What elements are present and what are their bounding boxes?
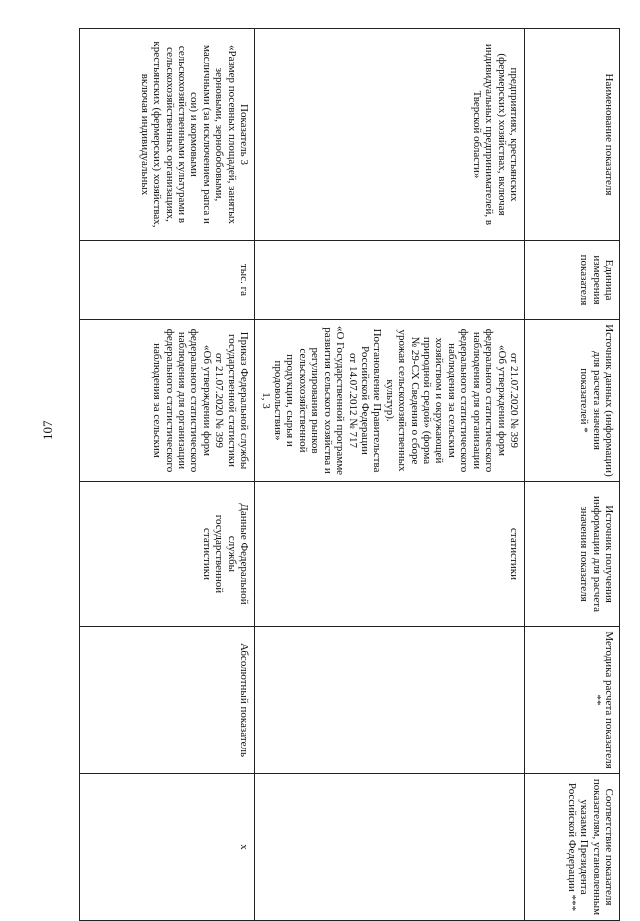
text-line: сельскохозяйственной <box>296 348 309 453</box>
text-line: Данные Федеральной <box>238 503 251 605</box>
text-line: регулирования рынков <box>309 347 322 454</box>
cell-info <box>80 482 255 627</box>
cell-conformity: х <box>80 774 255 921</box>
cell-method <box>255 627 525 774</box>
text-line: от 21.07.2020 № 399 <box>213 353 226 448</box>
text-line: культур). <box>383 379 396 422</box>
cell-lines <box>200 485 250 623</box>
text-line: наблюдения за сельским <box>151 343 164 458</box>
cell-name <box>80 29 255 241</box>
text-line: федерального статистического <box>163 328 176 473</box>
text-line: крестьянских (фермерских) хозяйствах, <box>151 41 164 228</box>
indicator-table-container <box>85 28 620 916</box>
cell-lines <box>470 32 520 237</box>
header-unit: Единица измерения показателя <box>525 241 620 320</box>
text-line: «О Государственной программе <box>334 325 347 476</box>
text-line: № 29-СХ Сведения о сборе <box>408 336 421 465</box>
text-line: сельскохозяйственных организациях, <box>163 47 176 222</box>
text-line: 1, 3 <box>259 392 272 409</box>
text-line: индивидуальных предпринимателей, в <box>483 43 496 226</box>
cell-unit: тыс. га <box>80 241 255 320</box>
text-line: наблюдения за сельским <box>445 343 458 458</box>
text-line: наблюдения для организации <box>470 331 483 470</box>
cell-lines <box>508 485 520 623</box>
cell-info <box>255 482 525 627</box>
cell-lines <box>138 32 250 237</box>
text-line: продовольствия» <box>271 360 284 441</box>
text-line: государственной <box>213 514 226 594</box>
text-line: сельскохозяйственными культурами в <box>176 45 189 224</box>
table-row <box>80 29 255 921</box>
text-line: службы <box>225 535 238 573</box>
text-line: федерального статистического <box>458 328 471 473</box>
text-line: федерального статистического <box>483 328 496 473</box>
text-line: предприятиях, крестьянских <box>508 67 520 202</box>
text-line: Показатель 3 <box>238 104 251 165</box>
text-line: от 21.07.2020 № 399 <box>508 353 520 448</box>
text-line: «Об утверждении форм <box>200 344 213 457</box>
text-line: от 14.07.2012 № 717 <box>346 353 359 448</box>
header-info: Источник получения информации для расчета значения показателя <box>525 482 620 627</box>
header-method: Методика расчета показателя ** <box>525 627 620 774</box>
text-line: (фермерских) хозяйствах, включая <box>495 53 508 216</box>
text-line: «Размер посевных площадей, занятых <box>225 44 238 225</box>
text-line: масличными (за исключением рапса и <box>200 45 213 224</box>
indicator-table <box>79 28 620 921</box>
header-conformity: Соответствие показателя показателям, установленным указами Президента Российской Федерации *** <box>525 774 620 921</box>
cell-lines <box>259 323 520 478</box>
header-name: Наименование показателя <box>525 29 620 241</box>
text-line: наблюдения для организации <box>176 331 189 470</box>
text-line: зерновыми, зернобобовыми, <box>213 67 226 202</box>
table-row <box>255 29 525 921</box>
text-line: федерального статистического <box>188 328 201 473</box>
text-line: Приказ Федеральной службы <box>238 331 251 470</box>
cell-lines <box>151 323 250 478</box>
table-header-row <box>525 29 620 921</box>
cell-method: Абсолютный показатель <box>80 627 255 774</box>
text-line: сои) и кормовыми <box>188 92 201 177</box>
header-source: Источник данных (информации) для расчета значения показателей * <box>525 320 620 482</box>
text-line: хозяйством и окружающей <box>433 337 446 464</box>
text-line: государственной статистики <box>225 333 238 468</box>
text-line: продукции, сырья и <box>284 354 297 447</box>
text-line: Постановление Правительства <box>371 328 384 473</box>
cell-source <box>255 320 525 482</box>
cell-unit <box>255 241 525 320</box>
text-line: развития сельского хозяйства и <box>321 327 334 474</box>
text-line: природной средой» (форма <box>421 336 434 465</box>
page-number: 107 <box>40 420 55 440</box>
text-line: «Об утверждении форм <box>495 344 508 457</box>
text-line: Российской Федерации <box>358 346 371 455</box>
text-line: статистики <box>508 528 520 580</box>
text-line: статистики <box>200 528 213 580</box>
cell-source <box>80 320 255 482</box>
text-line: урожая сельскохозяйственных <box>396 329 409 472</box>
cell-conformity <box>255 774 525 921</box>
cell-name <box>255 29 525 241</box>
text-line: Тверской области» <box>470 90 483 179</box>
text-line: включая индивидуальных <box>138 73 151 196</box>
